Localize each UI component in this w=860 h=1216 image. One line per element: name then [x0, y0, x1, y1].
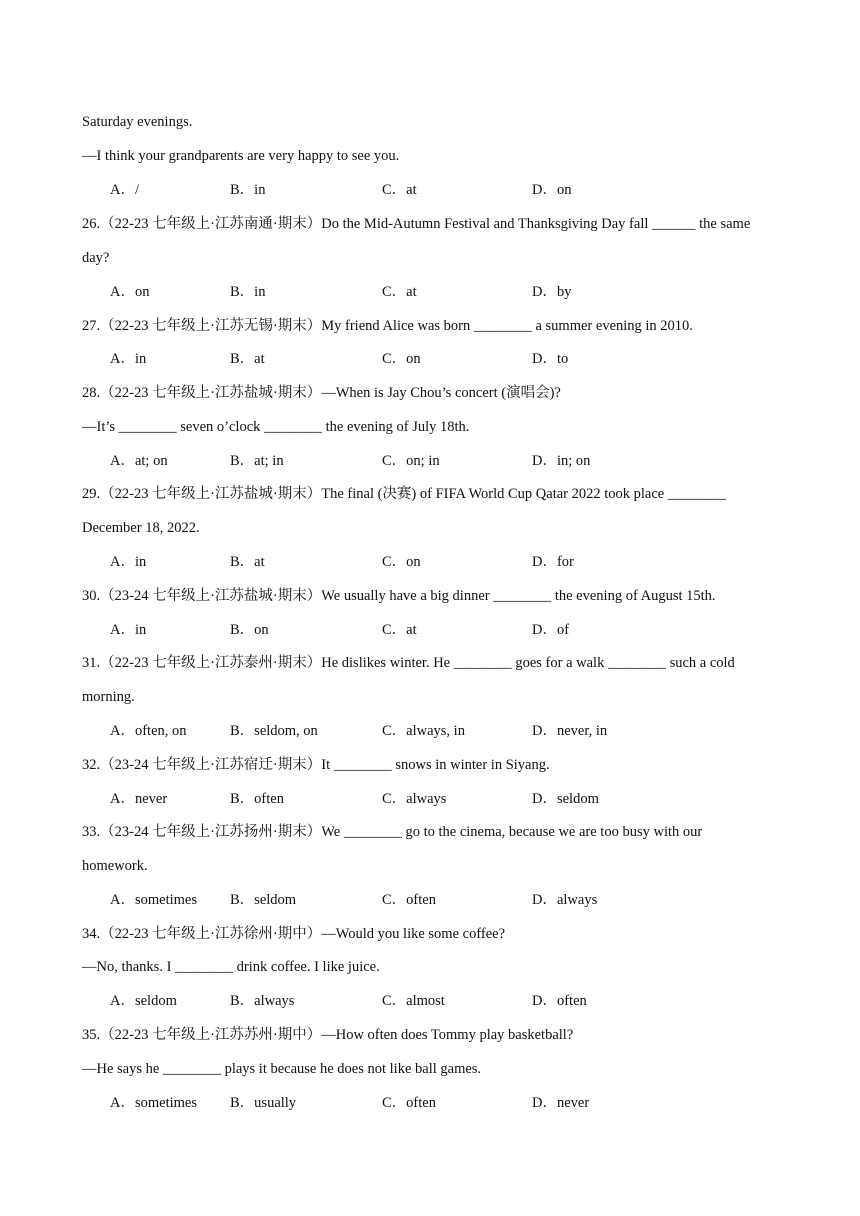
question-text-line: December 18, 2022.	[82, 520, 200, 536]
question-33-text: 33.（23-24 七年级上·江苏扬州·期末）We ________ go to the cinema, because we are too busy with our	[82, 824, 703, 840]
answer-options	[110, 721, 770, 741]
option-d: D．for	[532, 554, 574, 570]
question-34-text: 34.（22-23 七年级上·江苏徐州·期中）—Would you like some coffee?	[82, 926, 506, 942]
question-31-text: 31.（22-23 七年级上·江苏泰州·期末）He dislikes winter. He ________ goes for a walk ________ such a cold	[82, 655, 735, 671]
option-d: D．often	[532, 993, 587, 1009]
option-b: B．in	[230, 182, 266, 198]
question-text-line: day?	[82, 250, 110, 266]
option-d: D．never, in	[532, 723, 608, 739]
option-a: A．sometimes	[110, 1095, 197, 1111]
option-a: A．in	[110, 554, 147, 570]
option-b: B．seldom, on	[230, 723, 318, 739]
option-a: A．sometimes	[110, 892, 197, 908]
option-d: D．never	[532, 1095, 590, 1111]
question-text-line: Saturday evenings.	[82, 114, 193, 130]
answer-options	[110, 620, 770, 640]
question-text-line: —It’s ________ seven o’clock ________ the evening of July 18th.	[82, 419, 470, 435]
option-c: C．on	[382, 554, 421, 570]
question-30-text: 30.（23-24 七年级上·江苏盐城·期末）We usually have a big dinner ________ the evening of August 15th.	[82, 588, 716, 604]
option-c: C．often	[382, 1095, 436, 1111]
option-d: D．seldom	[532, 791, 599, 807]
option-a: A．in	[110, 351, 147, 367]
answer-options	[110, 349, 770, 369]
answer-options	[110, 180, 770, 200]
option-b: B．always	[230, 993, 295, 1009]
answer-options	[110, 991, 770, 1011]
option-b: B．at	[230, 554, 265, 570]
option-a: A．at; on	[110, 453, 168, 469]
option-c: C．at	[382, 182, 417, 198]
option-c: C．at	[382, 622, 417, 638]
question-35-text: 35.（22-23 七年级上·江苏苏州·期中）—How often does Tommy play basketball?	[82, 1027, 574, 1043]
answer-options	[110, 890, 770, 910]
option-c: C．on	[382, 351, 421, 367]
option-d: D．by	[532, 284, 572, 300]
option-d: D．in; on	[532, 453, 591, 469]
option-c: C．often	[382, 892, 436, 908]
option-c: C．almost	[382, 993, 445, 1009]
option-d: D．to	[532, 351, 569, 367]
option-c: C．always	[382, 791, 447, 807]
option-d: D．always	[532, 892, 598, 908]
option-c: C．always, in	[382, 723, 465, 739]
question-text-line: —I think your grandparents are very happy to see you.	[82, 148, 400, 164]
answer-options	[110, 789, 770, 809]
question-text-line: —No, thanks. I ________ drink coffee. I like juice.	[82, 959, 380, 975]
option-b: B．on	[230, 622, 269, 638]
option-a: A．seldom	[110, 993, 177, 1009]
answer-options	[110, 552, 770, 572]
option-a: A．on	[110, 284, 150, 300]
option-d: D．on	[532, 182, 572, 198]
option-b: B．at; in	[230, 453, 284, 469]
question-27-text: 27.（22-23 七年级上·江苏无锡·期末）My friend Alice was born ________ a summer evening in 2010.	[82, 318, 693, 334]
option-c: C．on; in	[382, 453, 440, 469]
answer-options	[110, 282, 770, 302]
answer-options	[110, 1093, 770, 1113]
option-a: A．never	[110, 791, 168, 807]
option-b: B．often	[230, 791, 284, 807]
question-29-text: 29.（22-23 七年级上·江苏盐城·期末）The final (决赛) of FIFA World Cup Qatar 2022 took place ________	[82, 486, 726, 502]
option-a: A．in	[110, 622, 147, 638]
option-b: B．seldom	[230, 892, 297, 908]
question-text-line: —He says he ________ plays it because he does not like ball games.	[82, 1061, 482, 1077]
answer-options	[110, 451, 770, 471]
question-text-line: homework.	[82, 858, 148, 874]
option-b: B．at	[230, 351, 265, 367]
question-32-text: 32.（23-24 七年级上·江苏宿迁·期末）It ________ snows in winter in Siyang.	[82, 757, 550, 773]
option-b: B．usually	[230, 1095, 297, 1111]
question-26-text: 26.（22-23 七年级上·江苏南通·期末）Do the Mid-Autumn Festival and Thanksgiving Day fall ______ the same	[82, 216, 751, 232]
option-b: B．in	[230, 284, 266, 300]
question-text-line: morning.	[82, 689, 135, 705]
option-a: A．/	[110, 182, 139, 198]
option-c: C．at	[382, 284, 417, 300]
question-28-text: 28.（22-23 七年级上·江苏盐城·期末）—When is Jay Chou’s concert (演唱会)?	[82, 385, 561, 401]
option-d: D．of	[532, 622, 570, 638]
option-a: A．often, on	[110, 723, 187, 739]
